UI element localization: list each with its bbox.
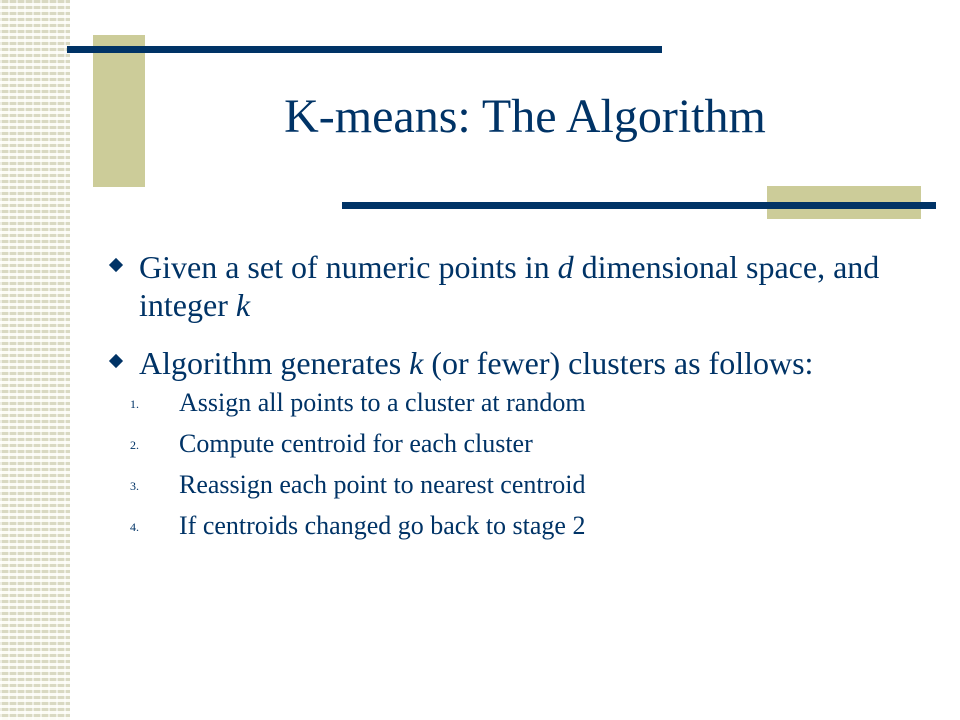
diamond-bullet-icon [109,354,123,368]
step-text: Assign all points to a cluster at random [179,388,586,417]
decorative-line-top [67,46,662,53]
bullet-text-segment: Given a set of numeric points in [139,249,558,285]
bullet-text-segment-italic: d [557,249,574,285]
step-number: 4. [130,520,139,534]
step-list [95,388,930,541]
diamond-bullet-icon [109,258,123,272]
bullet-item [105,344,940,382]
bullet-text-segment-italic: k [409,345,424,381]
step-number: 2. [130,438,139,452]
bullet-text-segment: dimensional space, and integer [139,249,880,323]
slide-title: K-means: The Algorithm [284,90,766,143]
decorative-line-bottom [342,202,936,209]
steps-container [105,388,940,541]
step-number: 3. [130,479,139,493]
bullet-text-segment: (or fewer) clusters as follows: [423,345,814,381]
step-text: If centroids changed go back to stage 2 [179,511,586,540]
decorative-stripe-band [0,0,70,720]
bullet-text-segment-italic: k [235,287,251,323]
bullet-text-segment: Algorithm generates [139,345,410,381]
step-item [95,429,930,459]
step-item [95,511,930,541]
bullet-list [105,248,940,552]
step-item [95,388,930,418]
step-item [95,470,930,500]
bullet-item [105,248,940,324]
step-text: Reassign each point to nearest centroid [179,470,586,499]
decorative-block-left [93,35,145,187]
step-text: Compute centroid for each cluster [179,429,533,458]
step-number: 1. [130,397,139,411]
